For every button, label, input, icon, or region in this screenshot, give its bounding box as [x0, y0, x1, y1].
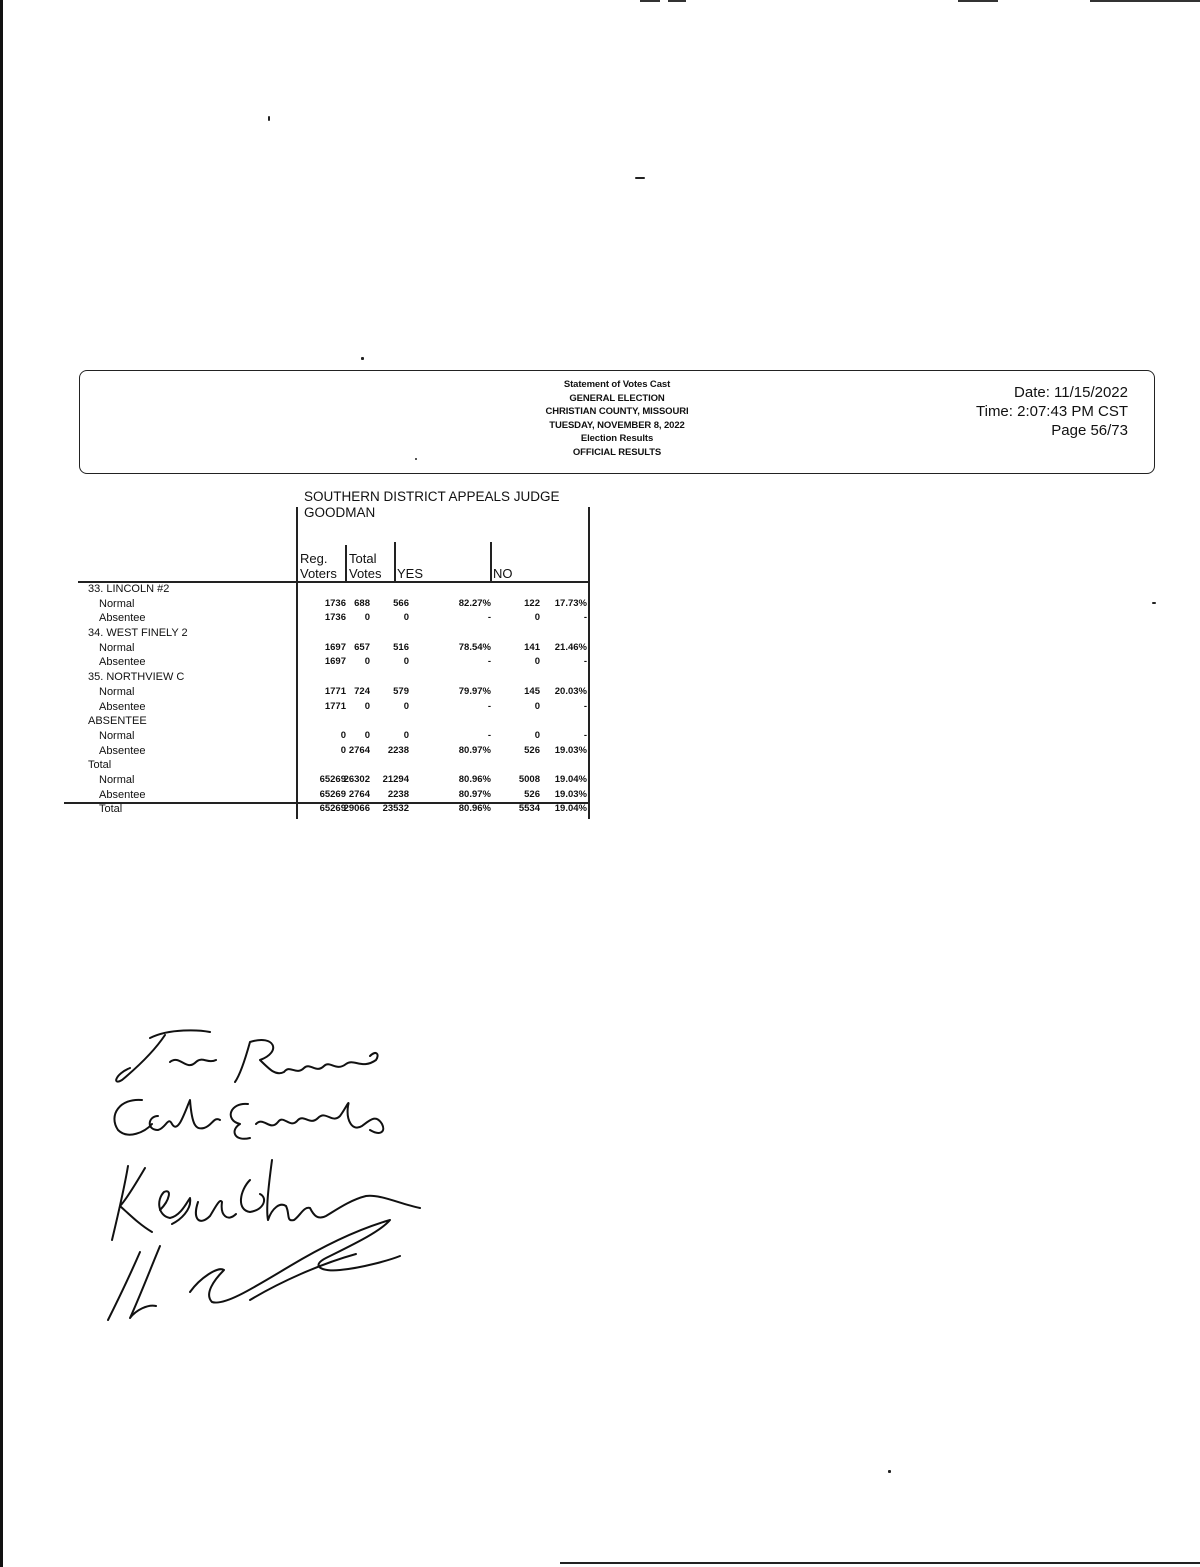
signature-lisa-russell	[116, 1030, 377, 1082]
no-votes-cell: 0	[534, 612, 540, 624]
yes-pct-cell: 79.97%	[458, 685, 491, 697]
table-rule	[345, 545, 347, 582]
yes-votes-cell: 579	[393, 685, 409, 697]
scan-edge	[1090, 0, 1200, 2]
yes-pct-cell: 80.96%	[458, 773, 491, 785]
scan-edge	[640, 0, 660, 2]
report-title-line: TUESDAY, NOVEMBER 8, 2022	[549, 419, 685, 431]
no-pct-cell: 19.04%	[554, 803, 587, 815]
speck	[268, 116, 270, 121]
reg-voters-cell: 65269	[319, 773, 346, 785]
vote-type: Absentee	[99, 744, 146, 757]
no-votes-cell: 141	[524, 641, 540, 653]
reg-voters-cell: 1736	[324, 597, 346, 609]
speck	[888, 1470, 891, 1473]
total-votes-cell: 29066	[343, 803, 370, 815]
scan-edge	[958, 0, 998, 2]
vote-type: Absentee	[99, 612, 146, 625]
reg-voters-cell: 0	[340, 729, 346, 741]
report-title-line: GENERAL ELECTION	[569, 392, 665, 404]
table-row	[80, 758, 592, 773]
yes-pct-cell: 82.27%	[458, 597, 491, 609]
speck	[361, 357, 364, 360]
signature-kelsi-ehler	[112, 1160, 420, 1240]
report-title-line: CHRISTIAN COUNTY, MISSOURI	[545, 406, 689, 418]
no-votes-cell: 0	[534, 700, 540, 712]
yes-pct-cell: -	[487, 612, 491, 624]
table-row	[80, 641, 592, 656]
signature-fourth	[108, 1220, 400, 1320]
vote-type: Absentee	[99, 788, 146, 801]
total-votes-cell: 2764	[348, 788, 370, 800]
signature-block	[100, 1020, 430, 1340]
speck	[635, 177, 645, 179]
table-row	[80, 582, 592, 597]
total-votes-cell: 0	[364, 656, 370, 668]
no-pct-cell: -	[583, 656, 587, 668]
no-pct-cell: 19.03%	[554, 744, 587, 756]
yes-pct-cell: 80.97%	[458, 788, 491, 800]
page-number: Page 56/73	[1051, 422, 1128, 439]
table-row	[80, 655, 592, 670]
yes-votes-cell: 0	[403, 656, 409, 668]
total-votes-cell: 2764	[348, 744, 370, 756]
contest-choice: GOODMAN	[304, 505, 376, 520]
vote-type: Normal	[99, 641, 135, 654]
reg-voters-cell: 65269	[319, 803, 346, 815]
table-row	[80, 744, 592, 759]
total-votes-cell: 0	[364, 612, 370, 624]
yes-votes-cell: 23532	[382, 803, 409, 815]
precinct-name: ABSENTEE	[88, 715, 147, 728]
yes-votes-cell: 0	[403, 612, 409, 624]
yes-pct-cell: -	[487, 656, 491, 668]
signature-carla-everett	[114, 1100, 383, 1139]
no-votes-cell: 526	[524, 744, 540, 756]
scan-edge	[0, 0, 3, 1567]
table-row	[80, 670, 592, 685]
report-header	[79, 370, 1155, 474]
yes-votes-cell: 516	[393, 641, 409, 653]
report-date: Date: 11/15/2022	[1014, 384, 1128, 401]
table-row	[80, 597, 592, 612]
table-row	[80, 773, 592, 788]
report-title-line: Election Results	[580, 433, 654, 445]
no-votes-cell: 145	[524, 685, 540, 697]
no-pct-cell: -	[583, 612, 587, 624]
total-votes-cell: 0	[364, 729, 370, 741]
table-row	[80, 788, 592, 803]
table-rule	[394, 542, 396, 582]
reg-voters-cell: 1697	[324, 641, 346, 653]
total-votes-cell: 0	[364, 700, 370, 712]
table-row-grand-total	[80, 802, 592, 817]
col-total-votes: Total Votes	[349, 551, 382, 581]
col-reg-voters: Reg. Voters	[300, 551, 337, 581]
total-votes-cell: 724	[354, 685, 370, 697]
no-votes-cell: 5008	[518, 773, 540, 785]
yes-votes-cell: 0	[403, 700, 409, 712]
reg-voters-cell: 1736	[324, 612, 346, 624]
table-row	[80, 626, 592, 641]
yes-votes-cell: 2238	[387, 788, 409, 800]
table-row	[80, 700, 592, 715]
vote-type: Normal	[99, 597, 135, 610]
reg-voters-cell: 1771	[324, 685, 346, 697]
yes-votes-cell: 0	[403, 729, 409, 741]
no-pct-cell: 17.73%	[554, 597, 587, 609]
vote-type: Total	[99, 803, 123, 816]
no-votes-cell: 0	[534, 729, 540, 741]
table-rule	[490, 542, 492, 582]
yes-pct-cell: 80.97%	[458, 744, 491, 756]
no-pct-cell: -	[583, 729, 587, 741]
col-yes: YES	[397, 566, 424, 581]
yes-pct-cell: -	[487, 729, 491, 741]
speck	[1152, 602, 1156, 604]
total-votes-cell: 657	[354, 641, 370, 653]
scan-edge	[668, 0, 686, 2]
precinct-name: 34. WEST FINELY 2	[88, 627, 188, 640]
no-votes-cell: 526	[524, 788, 540, 800]
yes-votes-cell: 21294	[382, 773, 409, 785]
no-pct-cell: -	[583, 700, 587, 712]
table-row	[80, 714, 592, 729]
vote-type: Normal	[99, 685, 135, 698]
yes-pct-cell: 80.96%	[458, 803, 491, 815]
yes-votes-cell: 566	[393, 597, 409, 609]
no-votes-cell: 0	[534, 656, 540, 668]
reg-voters-cell: 1771	[324, 700, 346, 712]
total-votes-cell: 688	[354, 597, 370, 609]
report-meta	[976, 383, 1128, 440]
precinct-name: Total	[88, 759, 112, 772]
col-no: NO	[493, 566, 513, 581]
results-table	[80, 582, 592, 817]
report-time: Time: 2:07:43 PM CST	[976, 403, 1128, 420]
reg-voters-cell: 65269	[319, 788, 346, 800]
reg-voters-cell: 1697	[324, 656, 346, 668]
reg-voters-cell: 0	[340, 744, 346, 756]
no-pct-cell: 20.03%	[554, 685, 587, 697]
yes-pct-cell: 78.54%	[458, 641, 491, 653]
yes-votes-cell: 2238	[387, 744, 409, 756]
vote-type: Absentee	[99, 700, 146, 713]
report-title-line: Statement of Votes Cast	[563, 379, 671, 390]
contest-title: SOUTHERN DISTRICT APPEALS JUDGE	[304, 489, 560, 504]
table-row	[80, 685, 592, 700]
table-row	[80, 611, 592, 626]
precinct-name: 35. NORTHVIEW C	[88, 671, 185, 684]
no-pct-cell: 19.03%	[554, 788, 587, 800]
vote-type: Normal	[99, 773, 135, 786]
vote-type: Normal	[99, 729, 135, 742]
vote-type: Absentee	[99, 656, 146, 669]
report-title-line: OFFICIAL RESULTS	[572, 446, 662, 458]
no-votes-cell: 5534	[518, 803, 540, 815]
yes-pct-cell: -	[487, 700, 491, 712]
precinct-name: 33. LINCOLN #2	[88, 583, 170, 595]
no-votes-cell: 122	[524, 597, 540, 609]
total-votes-cell: 26302	[343, 773, 370, 785]
table-row	[80, 729, 592, 744]
no-pct-cell: 19.04%	[554, 773, 587, 785]
scan-edge	[560, 1562, 1200, 1564]
no-pct-cell: 21.46%	[554, 641, 587, 653]
